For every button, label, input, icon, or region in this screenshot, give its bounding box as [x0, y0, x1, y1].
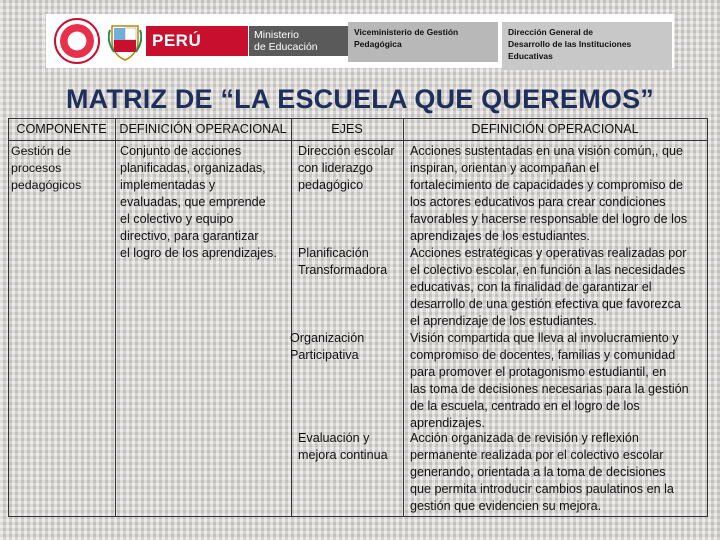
componente-line: pedagógicos — [11, 178, 82, 192]
header-definicion-2: DEFINICIÓN OPERACIONAL — [471, 122, 639, 136]
peru-brand — [146, 26, 248, 56]
eje-line: con liderazgo — [298, 161, 373, 175]
eje-def-line: favorables y hacerse responsable del logro de los — [410, 212, 688, 226]
ministerio-line-2: de Educación — [254, 41, 318, 53]
eje-line: Dirección escolar — [298, 144, 395, 158]
eje-line: Organización — [290, 331, 365, 345]
definicion-line: Conjunto de acciones — [120, 144, 242, 158]
definicion-line: el colectivo y equipo — [120, 212, 234, 226]
page-title: MATRIZ DE “LA ESCUELA QUE QUEREMOS” — [65, 84, 654, 114]
componente-line: Gestión de — [11, 144, 71, 158]
eje-def-line: permanente realizada por el colectivo escolar — [410, 448, 664, 462]
vice-line-2: Pedagógica — [354, 39, 402, 49]
eje-def-line: gestión que evidencien su mejora. — [410, 499, 602, 513]
school-seal-logo — [54, 18, 100, 64]
viceministerio-label — [348, 22, 498, 62]
dir-line-2: Desarrollo de las Instituciones — [508, 39, 632, 49]
ministerio-line-1: Ministerio — [254, 29, 299, 41]
header-componente: COMPONENTE — [16, 122, 107, 136]
matrix-table — [8, 118, 708, 518]
eje-def-line: para promover el protagonismo estudiantil, en — [410, 365, 667, 379]
vice-line-1: Viceministerio de Gestión — [354, 27, 459, 37]
eje-def-line: aprendizajes de los estudiantes. — [410, 229, 590, 243]
eje-label-evaluacion — [298, 430, 406, 464]
eje-def-line: los actores educativos para crear condiciones — [410, 195, 666, 209]
dir-line-1: Dirección General de — [508, 27, 594, 37]
eje-line: Transformadora — [298, 263, 388, 277]
eje-def-line: el colectivo escolar, en función a las necesidades — [410, 263, 686, 277]
componente-cell — [11, 143, 115, 194]
definicion-line: el logro de los aprendizajes. — [120, 246, 277, 260]
eje-definition-evaluacion — [410, 430, 708, 515]
definicion-line: planificadas, organizadas, — [120, 161, 266, 175]
header-ejes: EJES — [331, 122, 363, 136]
eje-def-line: Acciones estratégicas y operativas realizadas por — [410, 246, 687, 260]
eje-def-line: de la escuela, centrado en el logro de los — [410, 399, 640, 413]
coat-of-arms-icon — [108, 20, 142, 62]
eje-def-line: que permita introducir cambios paulatinos en la — [410, 482, 674, 496]
eje-line: Planificación — [298, 246, 369, 260]
eje-def-line: desarrollo de una gestión efectiva que favorezca — [410, 297, 681, 311]
eje-label-organizacion — [290, 330, 402, 364]
eje-def-line: Visión compartida que lleva al involucramiento y — [410, 331, 679, 345]
definicion-componente-cell — [120, 143, 296, 262]
dir-line-3: Educativas — [508, 51, 553, 61]
componente-line: procesos — [11, 161, 62, 175]
eje-line: mejora continua — [298, 448, 388, 462]
peru-label: PERÚ — [152, 31, 202, 50]
eje-label-planificacion — [298, 245, 406, 279]
eje-line: pedagógico — [298, 178, 364, 192]
eje-line: Participativa — [290, 348, 359, 362]
definicion-line: implementadas y — [120, 178, 216, 192]
definicion-line: evaluadas, que emprende — [120, 195, 266, 209]
definicion-line: directivo, para garantizar — [120, 229, 259, 243]
header-banner — [46, 14, 674, 68]
header-definicion-1: DEFINICIÓN OPERACIONAL — [119, 122, 287, 136]
eje-definition-planificacion — [410, 245, 708, 330]
eje-def-line: aprendizajes. — [410, 416, 485, 430]
eje-def-line: fortalecimiento de capacidades y compromiso de — [410, 178, 684, 192]
eje-def-line: generando, orientada a la toma de decisiones — [410, 465, 666, 479]
eje-def-line: las toma de decisiones necesarias para la gestión — [410, 382, 689, 396]
direccion-label — [502, 22, 672, 70]
eje-line: Evaluación y — [298, 431, 370, 445]
eje-def-line: compromiso de docentes, familias y comunidad — [410, 348, 676, 362]
eje-label-direccion — [298, 143, 406, 194]
eje-def-line: educativas, con la finalidad de garantizar el — [410, 280, 652, 294]
eje-def-line: Acción organizada de revisión y reflexión — [410, 431, 639, 445]
eje-definition-direccion — [410, 143, 708, 245]
eje-def-line: inspiran, orientan y acompañan el — [410, 161, 600, 175]
eje-definition-organizacion — [410, 330, 708, 432]
eje-def-line: Acciones sustentadas en una visión común,, que — [410, 144, 684, 158]
eje-def-line: el aprendizaje de los estudiantes. — [410, 314, 597, 328]
ministerio-label — [248, 26, 348, 56]
